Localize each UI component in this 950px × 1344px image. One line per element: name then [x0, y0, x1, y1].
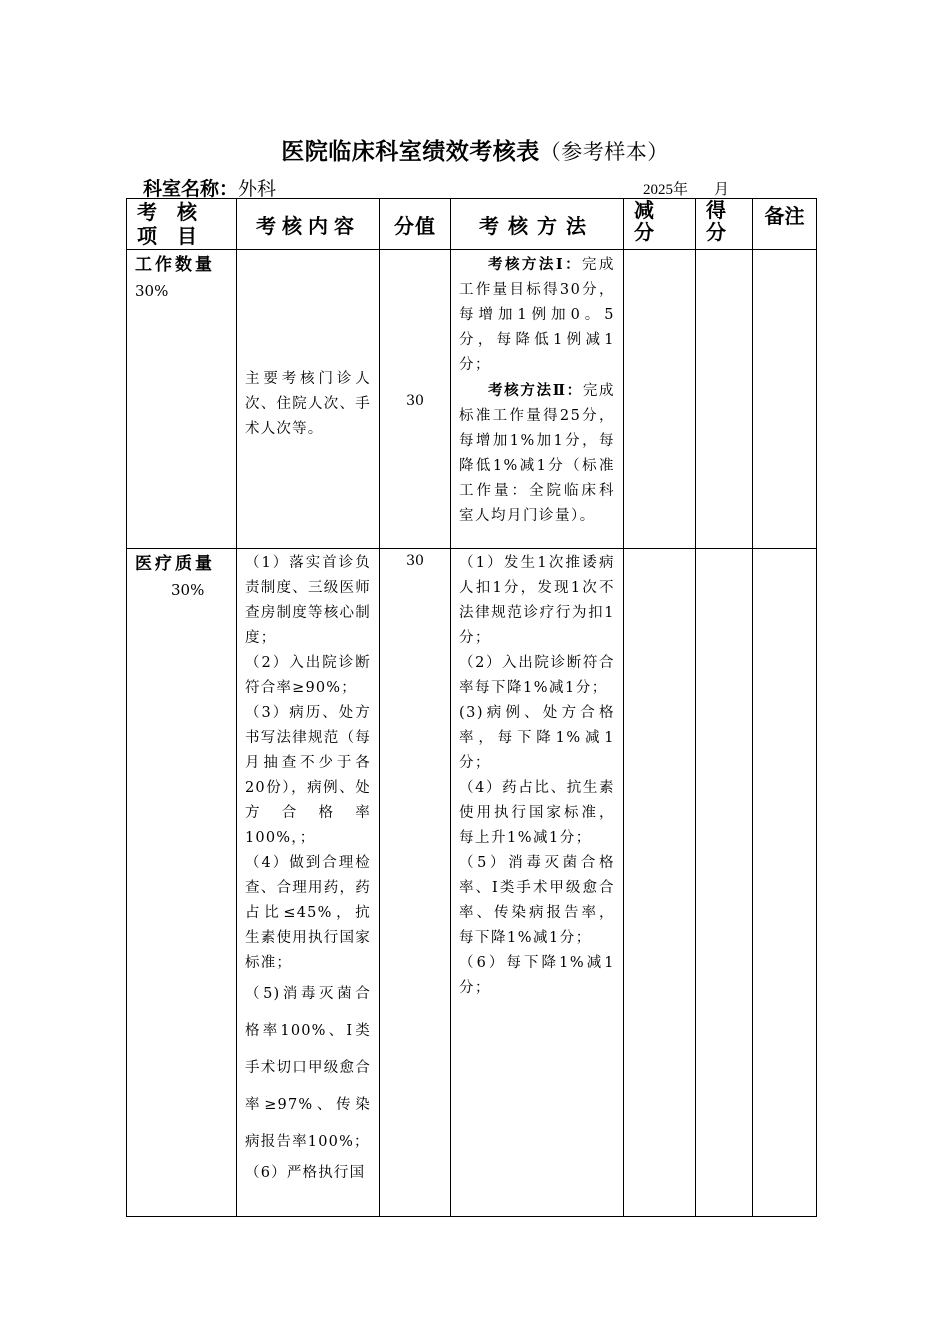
method-text: 完成工作量目标得30分，每增加1例加0。5分，每降低1例减1分； [459, 257, 615, 373]
department-line [143, 174, 276, 201]
method-item: （4）药占比、抗生素使用执行国家标准，每上升1%减1分； [459, 780, 615, 846]
gain-cell [696, 250, 753, 549]
header-deduct [624, 199, 696, 250]
score-cell: 30 [380, 250, 451, 549]
method-item: （5）消毒灭菌合格率、Ⅰ类手术甲级愈合率、传染病报告率，每下降1%减1分； [459, 855, 615, 946]
method-item: （2）入出院诊断符合率每下降1%减1分； [459, 655, 615, 696]
header-score: 分值 [380, 199, 451, 250]
content-cell [237, 549, 380, 1217]
note-cell [753, 549, 817, 1217]
header-note: 备注 [753, 199, 817, 250]
method-cell [451, 250, 624, 549]
header-item-line1: 考 核 [137, 200, 197, 224]
category-name: 工作数量 [135, 255, 215, 275]
department-label: 科室名称： [143, 178, 239, 200]
header-item-line2: 项 目 [137, 224, 197, 248]
score-cell: 30 [380, 549, 451, 1217]
category-name: 医疗质量 [135, 554, 215, 574]
date-month: 月 [714, 182, 730, 198]
method-text: 完成标准工作量得25分，每增加1%加1分，每降低1%减1分（标准工作量：全院临床科室人均月门诊量）。 [459, 383, 615, 524]
deduct-cell [624, 549, 696, 1217]
header-row [127, 199, 817, 250]
method-label: 考核方法Ⅰ： [488, 256, 583, 273]
method-item: （6）每下降1%减1分； [459, 955, 615, 996]
method-paragraph [459, 378, 615, 529]
title-main: 医院临床科室绩效考核表 [281, 138, 540, 165]
deduct-cell [624, 250, 696, 549]
date-line [643, 178, 729, 199]
content-item: （1）落实首诊负责制度、三级医师查房制度等核心制度； [245, 555, 371, 646]
method-cell [451, 549, 624, 1217]
method-item: (3)病例、处方合格率，每下降1%减1分； [459, 705, 615, 771]
category-percent: 30% [135, 282, 169, 300]
content-item: （2）入出院诊断符合率≥90%； [245, 655, 371, 696]
header-gain [696, 199, 753, 250]
content-item: （4）做到合理检查、合理用药，药占比≤45%，抗生素使用执行国家标准； [245, 855, 371, 971]
content-text: 主要考核门诊人次、住院人次、手术人次等。 [245, 370, 371, 437]
document-title [0, 133, 950, 166]
table-row [127, 250, 817, 549]
header-gain-line1: 得 [706, 198, 726, 222]
method-item: （1）发生1次推诿病人扣1分，发现1次不法律规范诊疗行为扣1分； [459, 555, 615, 646]
header-method: 考核方法 [451, 199, 624, 250]
method-paragraph [459, 252, 615, 378]
content-item: （3）病历、处方书写法律规范（每月抽查不少于各20份），病例、处方合格率100%，； [245, 705, 371, 846]
category-percent: 30% [171, 581, 205, 599]
method-label: 考核方法Ⅱ： [488, 382, 583, 399]
header-content: 考核内容 [237, 199, 380, 250]
header-item [127, 199, 237, 250]
header-deduct-line2: 分 [634, 220, 654, 244]
note-cell [753, 250, 817, 549]
category-cell [127, 549, 237, 1217]
date-year: 2025年 [643, 182, 689, 198]
table-row [127, 549, 817, 1217]
content-cell [237, 250, 380, 549]
assessment-table [126, 198, 817, 1217]
title-suffix: （参考样本） [539, 140, 669, 164]
category-cell [127, 250, 237, 549]
content-item: （5)消毒灭菌合格率100%、Ⅰ类手术切口甲级愈合率≥97%、传染病报告率100%； [245, 986, 371, 1150]
department-value: 外科 [238, 178, 277, 200]
header-deduct-line1: 减 [634, 198, 654, 222]
header-gain-line2: 分 [706, 220, 726, 244]
content-item: （6）严格执行国 [245, 1165, 366, 1181]
gain-cell [696, 549, 753, 1217]
